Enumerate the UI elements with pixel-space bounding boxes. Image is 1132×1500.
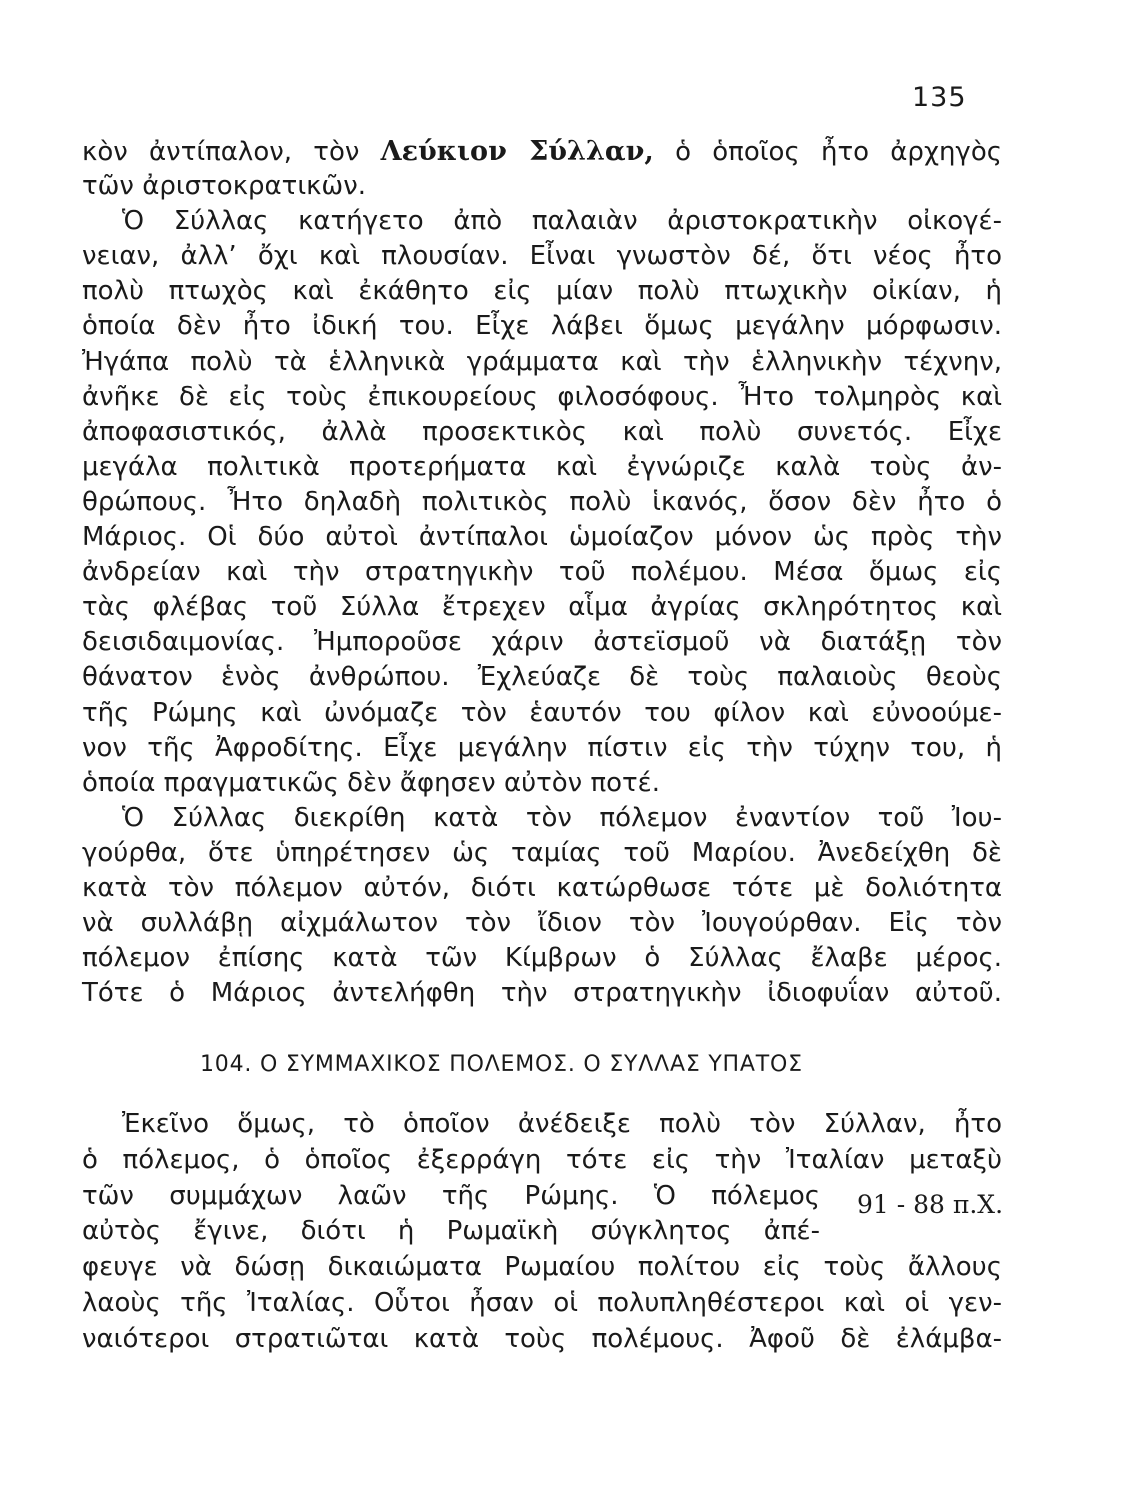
section-heading: 104. Ο ΣΥΜΜΑΧΙΚΟΣ ΠΟΛΕΜΟΣ. Ο ΣΥΛΛΑΣ ΥΠΑΤΟΣ — [200, 1052, 803, 1077]
text-line: τῆς Ρώμης καὶ ὠνόμαζε τὸν ἑαυτόν του φίλον καὶ εὐνοούμε- — [82, 697, 1002, 728]
text-line: νον τῆς Ἀφροδίτης. Εἶχε μεγάλην πίστιν εἰς τὴν τύχην του, ἡ — [82, 732, 1002, 763]
text-line: γούρθα, ὅτε ὑπηρέτησεν ὡς ταμίας τοῦ Μαρίου. Ἀνεδείχθη δὲ — [82, 837, 1002, 868]
text-line: φευγε νὰ δώσῃ δικαιώματα Ρωμαίου πολίτου εἰς τοὺς ἄλλους — [82, 1252, 1002, 1283]
text-line: πολὺ πτωχὸς καὶ ἐκάθητο εἰς μίαν πολὺ πτωχικὴν οἰκίαν, ἡ — [82, 276, 1002, 307]
text-line: ἀνδρείαν καὶ τὴν στρατηγικὴν τοῦ πολέμου. Μέσα ὅμως εἰς — [82, 557, 1002, 588]
text-line: λαοὺς τῆς Ἰταλίας. Οὗτοι ἦσαν οἱ πολυπληθέστεροι καὶ οἱ γεν- — [82, 1287, 1002, 1318]
text-line: Τότε ὁ Μάριος ἀντελήφθη τὴν στρατηγικὴν ἰδιοφυΐαν αὐτοῦ. — [82, 978, 1002, 1009]
text-line: ἀνῆκε δὲ εἰς τοὺς ἐπικουρείους φιλοσόφους. Ἦτο τολμηρὸς καὶ — [82, 381, 1002, 412]
text-line: θάνατον ἑνὸς ἀνθρώπου. Ἐχλεύαζε δὲ τοὺς παλαιοὺς θεοὺς — [82, 662, 1002, 693]
text-line: Ὁ Σύλλας διεκρίθη κατὰ τὸν πόλεμον ἐναντίον τοῦ Ἰου- — [122, 802, 1002, 833]
text-line: ἀποφασιστικός, ἀλλὰ προσεκτικὸς καὶ πολὺ συνετός. Εἶχε — [82, 416, 1002, 447]
page-number: 135 — [912, 82, 967, 113]
text-line: Ἐκεῖνο ὅμως, τὸ ὁποῖον ἀνέδειξε πολὺ τὸν Σύλλαν, ἦτο — [122, 1109, 1002, 1139]
text-line: μεγάλα πολιτικὰ προτερήματα καὶ ἐγνώριζε καλὰ τοὺς ἀν- — [82, 451, 1002, 482]
text-line: νειαν, ἀλλ’ ὄχι καὶ πλουσίαν. Εἶναι γνωστὸν δέ, ὅτι νέος ἦτο — [82, 241, 1002, 272]
text-fragment: κὸν ἀντίπαλον, τὸν — [82, 137, 381, 167]
text-line: Ὁ Σύλλας κατήγετο ἀπὸ παλαιὰν ἀριστοκρατικὴν οἰκογέ- — [122, 206, 1002, 237]
text-line: ὁποία πραγματικῶς δὲν ἄφησεν αὐτὸν ποτέ. — [82, 767, 661, 798]
text-line — [82, 134, 1002, 169]
margin-date-note: 91 - 88 π.Χ. — [857, 1190, 1004, 1219]
section-2-text — [82, 1107, 1002, 1358]
text-line: Ἠγάπα πολὺ τὰ ἑλληνικὰ γράμματα καὶ τὴν ἑλληνικὴν τέχνην, — [82, 346, 1002, 377]
text-line: κατὰ τὸν πόλεμον αὐτόν, διότι κατώρθωσε τότε μὲ δολιότητα — [82, 872, 1002, 903]
text-fragment: ὁ ὁποῖος ἦτο ἀρχηγὸς — [653, 137, 1002, 167]
text-line: ὁ πόλεμος, ὁ ὁποῖος ἐξερράγη τότε εἰς τὴν Ἰταλίαν μεταξὺ — [82, 1144, 1002, 1175]
text-line: δεισιδαιμονίας. Ἠμποροῦσε χάριν ἀστεϊσμοῦ νὰ διατάξῃ τὸν — [82, 627, 1002, 658]
text-line: ὁποία δὲν ἦτο ἰδική του. Εἶχε λάβει ὅμως μεγάλην μόρφωσιν. — [82, 311, 1002, 342]
text-line: θρώπους. Ἦτο δηλαδὴ πολιτικὸς πολὺ ἱκανός, ὅσον δὲν ἦτο ὁ — [82, 486, 1002, 517]
text-line: τῶν συμμάχων λαῶν τῆς Ρώμης. Ὁ πόλεμος — [82, 1180, 820, 1211]
text-line: νὰ συλλάβῃ αἰχμάλωτον τὸν ἴδιον τὸν Ἰουγούρθαν. Εἰς τὸν — [82, 908, 1002, 939]
text-line: Μάριος. Οἱ δύο αὐτοὶ ἀντίπαλοι ὡμοίαζον μόνον ὡς πρὸς τὴν — [82, 522, 1002, 553]
text-line: πόλεμον ἐπίσης κατὰ τῶν Κίμβρων ὁ Σύλλας ἔλαβε μέρος. — [82, 943, 1002, 974]
text-line: τὰς φλέβας τοῦ Σύλλα ἔτρεχεν αἷμα ἀγρίας σκληρότητος καὶ — [82, 592, 1002, 623]
text-line: τῶν ἀριστοκρατικῶν. — [82, 171, 366, 202]
text-line: ναιότεροι στρατιῶται κατὰ τοὺς πολέμους. Ἀφοῦ δὲ ἐλάμβα- — [82, 1323, 1002, 1354]
emphasized-name: Λεύκιον Σύλλαν, — [380, 136, 654, 167]
text-line: αὐτὸς ἔγινε, διότι ἡ Ρωμαϊκὴ σύγκλητος ἀπέ- — [82, 1216, 820, 1247]
section-1-text — [82, 134, 1002, 1011]
